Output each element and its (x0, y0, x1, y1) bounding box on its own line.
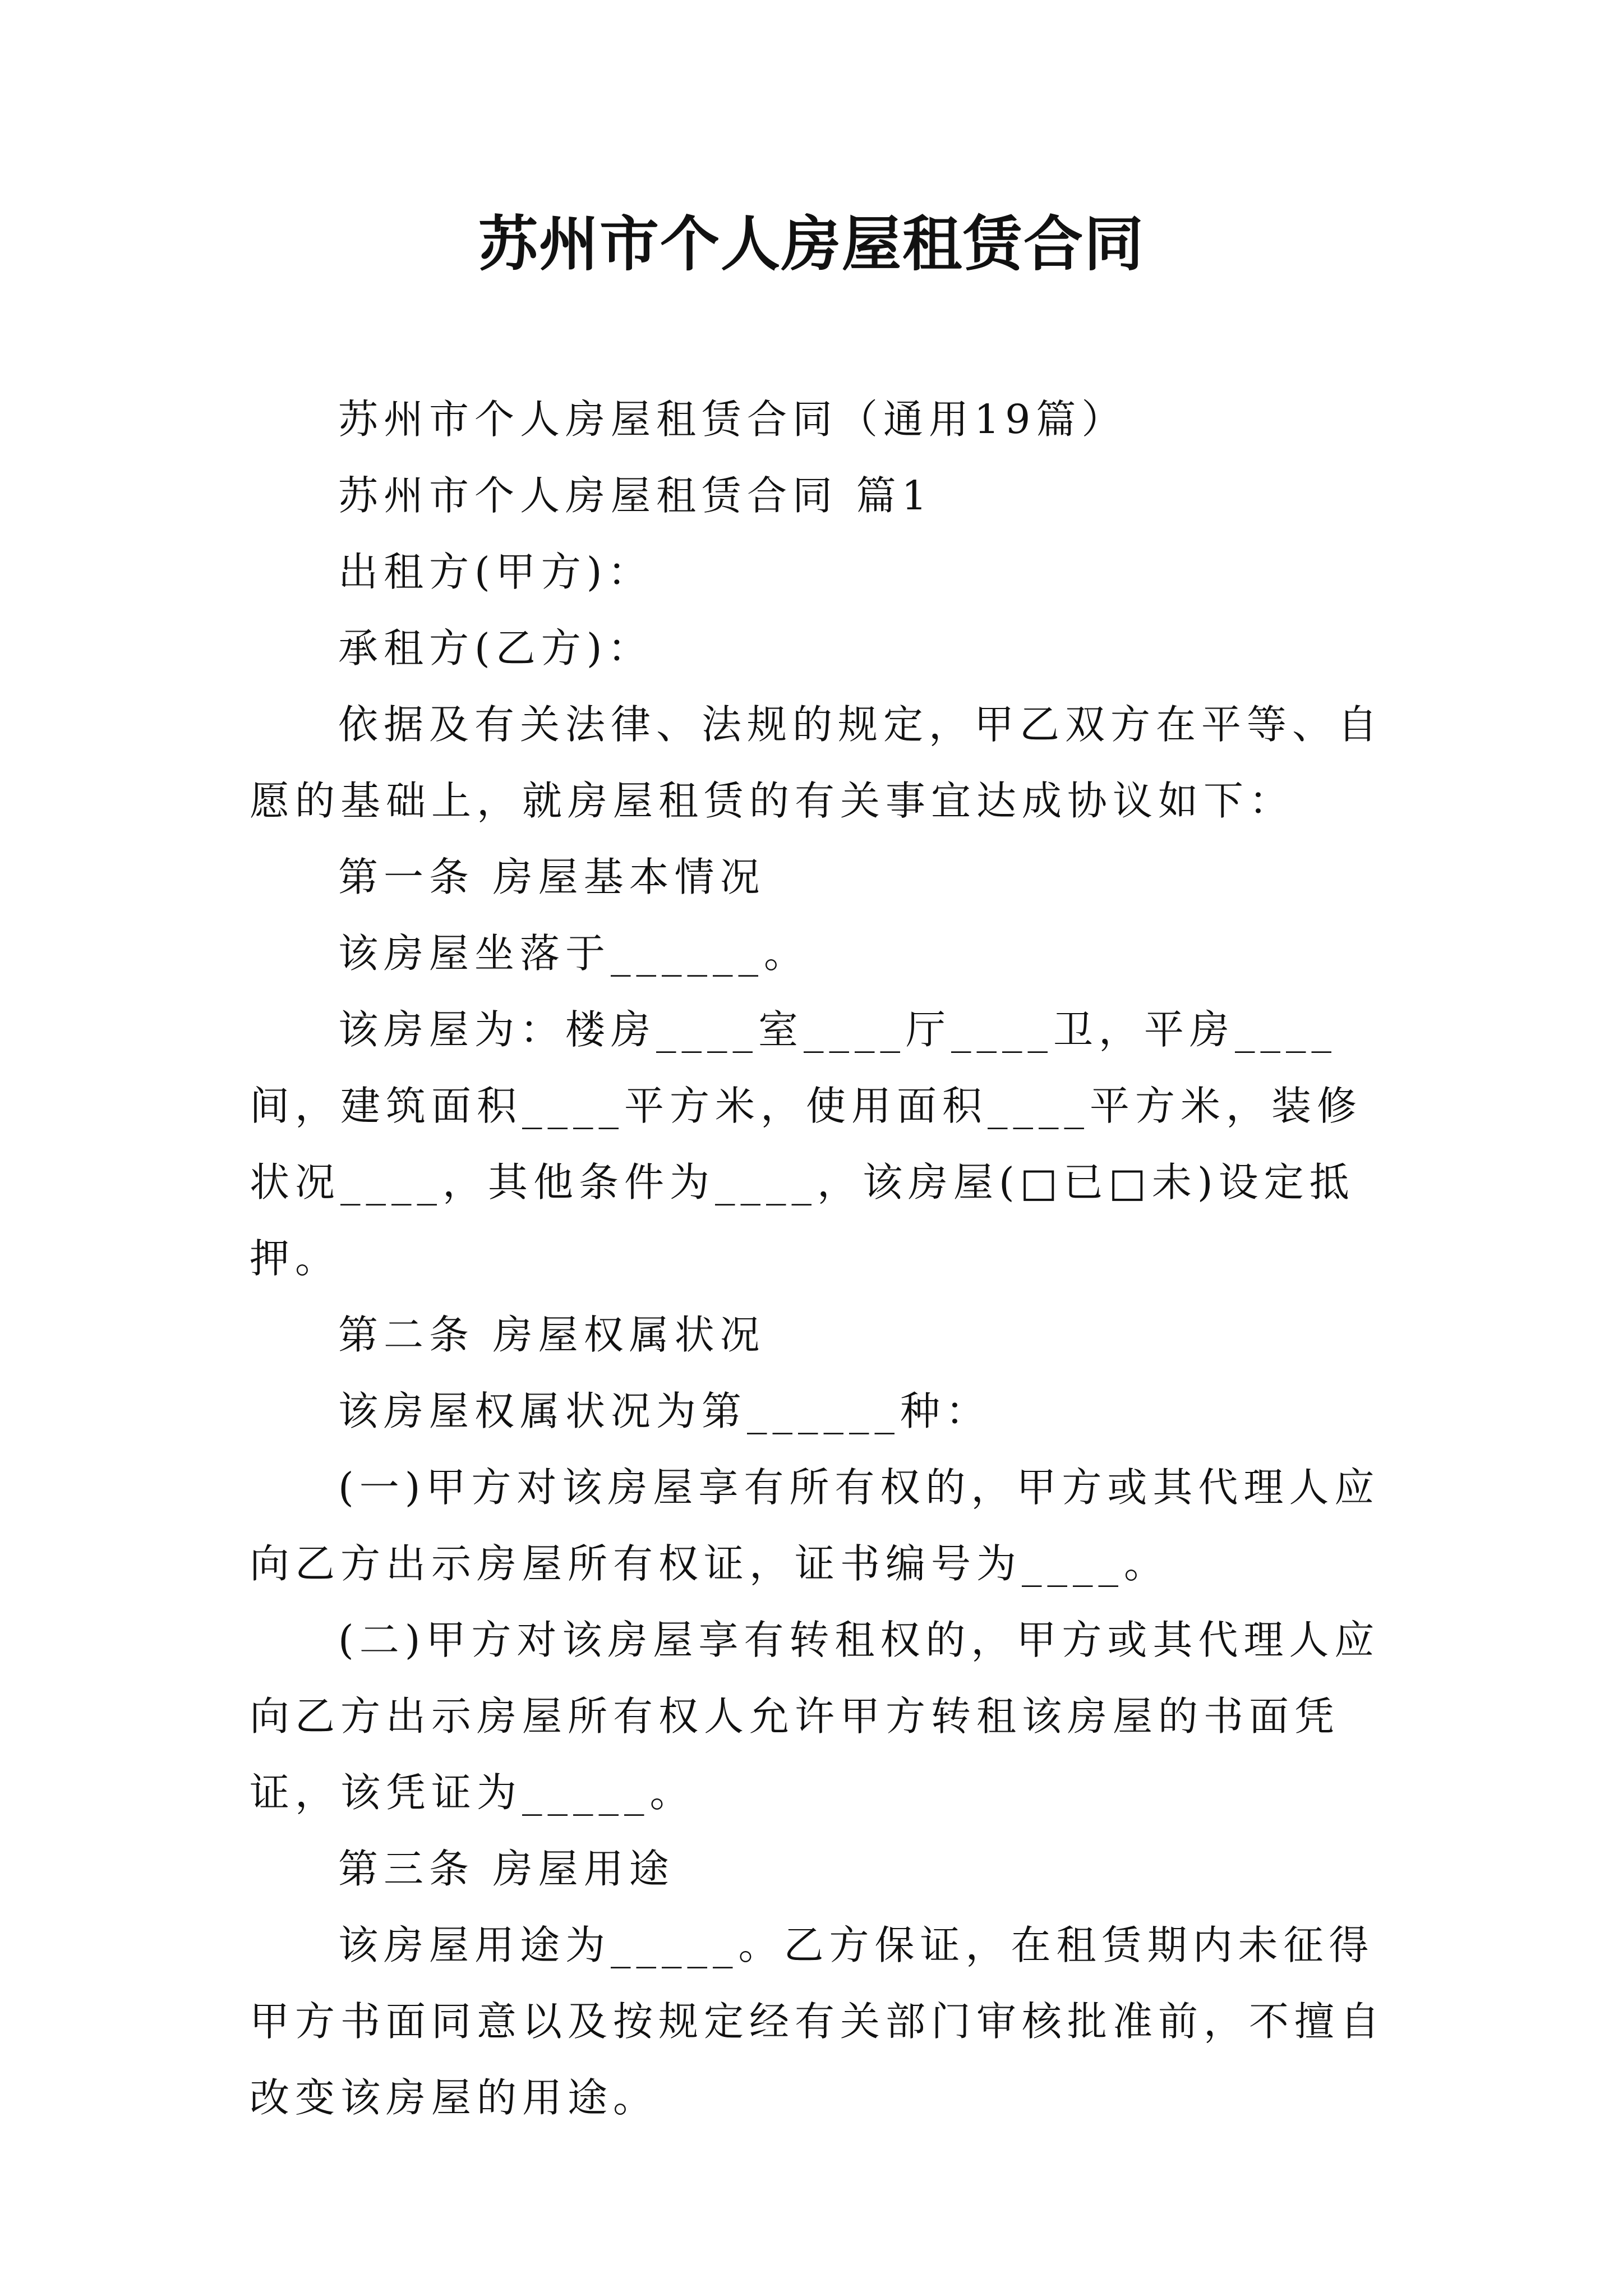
paragraph-house-location: 该房屋坐落于______。 (338, 930, 810, 977)
paragraph-ownership-2: (二)甲方对该房屋享有转租权的，甲方或其代理人应向乙方出示房屋所有权人允许甲方转租该房屋的书面凭证，该凭证为_____。 (250, 1617, 1380, 1816)
paragraph-ownership-1: (一)甲方对该房屋享有所有权的，甲方或其代理人应向乙方出示房屋所有权证，证书编号为____。 (250, 1464, 1380, 1587)
paragraph-lessor: 出租方(甲方)： (338, 549, 653, 595)
paragraph-article-2-heading: 第二条 房屋权属状况 (338, 1312, 766, 1358)
document-title: 苏州市个人房屋租赁合同 (478, 209, 1145, 279)
paragraph-preamble: 依据及有关法律、法规的规定，甲乙双方在平等、自愿的基础上，就房屋租赁的有关事宜达成协议如下： (250, 701, 1384, 824)
paragraph-article-3-heading: 第三条 房屋用途 (338, 1846, 675, 1892)
paragraph-house-usage: 该房屋用途为_____。乙方保证，在租赁期内未征得甲方书面同意以及按规定经有关部门审核批准前，不擅自改变该房屋的用途。 (250, 1922, 1386, 2121)
paragraph-article-1-heading: 第一条 房屋基本情况 (338, 854, 766, 900)
paragraph-chapter-heading: 苏州市个人房屋租赁合同 篇1 (338, 472, 933, 519)
paragraph-lessee: 承租方(乙方)： (338, 625, 653, 671)
paragraph-ownership-type: 该房屋权属状况为第______种： (338, 1388, 992, 1434)
paragraph-subtitle: 苏州市个人房屋租赁合同（通用19篇） (338, 396, 1127, 443)
paragraph-house-description: 该房屋为：楼房____室____厅____卫，平房____间，建筑面积____平方米，使用面积____平方米，装修状况____，其他条件为____，该房屋(□已□未)设定抵押。 (250, 1006, 1363, 1282)
document-body (250, 381, 1394, 2136)
